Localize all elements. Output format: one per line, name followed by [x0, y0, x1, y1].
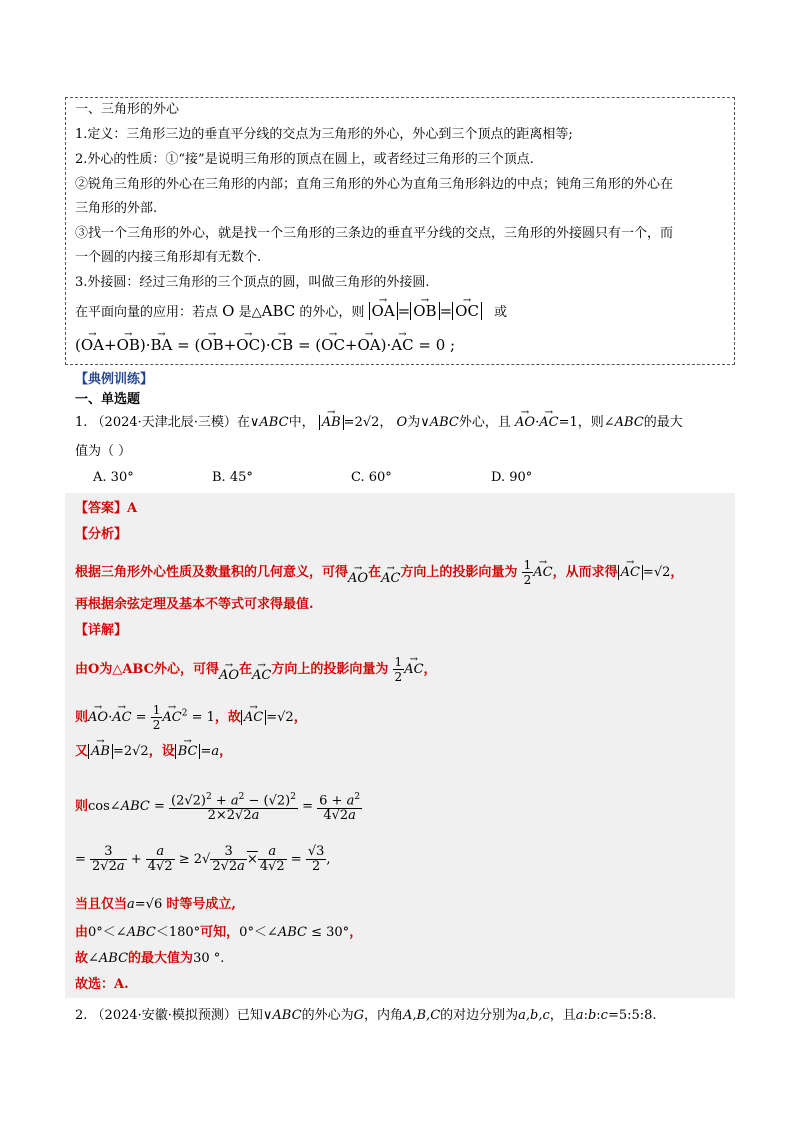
vector-text: 或 — [494, 305, 508, 320]
vector-text: ABC — [261, 302, 296, 320]
circumcircle-line: 3.外接圆：经过三角形的三个顶点的圆，叫做三角形的外接圆. — [75, 275, 430, 290]
detail-head: 【详解】 — [75, 623, 128, 638]
question-1-line-2: 值为（ ） — [75, 444, 132, 459]
question-number: 1. — [75, 415, 88, 430]
question-text: 的最大 — [643, 415, 683, 430]
option-d: D. 90° — [491, 470, 533, 485]
question-text: ，则 — [577, 415, 604, 430]
dot-product-formula: (→ OA+→ OB)·→ BA = (→ OB+→ OC)·→ CB = (→ OC+→ OA)·→ AC = 0 ; — [75, 336, 455, 354]
property-line-4: ③找一个三角形的外心，就是找一个三角形的三条边的垂直平分线的交点，三角形的外接圆只有一个，而 — [75, 226, 674, 241]
property-line-3: 三角形的外部. — [75, 201, 158, 216]
question-text: 中， — [288, 415, 315, 430]
detail-line-5: = $\frac{3}{2√2a}$ + $\frac{a}{4√2}$ ≥ 2√ $\frac{3}{2√2a}$ × $\frac{a}{4√2}$ = $\frac{√3}{2}$ , — [75, 844, 331, 874]
question-text: 为 — [407, 415, 421, 430]
question-number: 2. — [75, 1008, 88, 1023]
detail-line-6: 当且仅当a=√6 时等号成立, — [75, 897, 236, 912]
detail-line-3: 又→ AB =2√2，设→ BC =a， — [75, 743, 232, 761]
analysis-head: 【分析】 — [75, 527, 128, 542]
property-line-1: 2.外心的性质：①“接”是说明三角形的顶点在圆上，或者经过三角形的三个顶点. — [75, 152, 534, 167]
analysis-line-2: 再根据余弦定理及基本不等式可求得最值. — [75, 597, 314, 612]
detail-line-9: 故选：A. — [75, 977, 129, 992]
detail-line-7: 由0°＜∠ABC＜180°可知，0°＜∠ABC ≤ 30°， — [75, 925, 363, 940]
option-a: A. 30° — [93, 470, 134, 485]
section-tag: 【典例训练】 — [75, 372, 154, 387]
question-1-line-1: 1. （2024·天津北辰·三模）在∨ABC中， → AB =2√2， O为∨ABC外心，且 → AO·→ AC=1，则∠ABC的最大 — [75, 414, 683, 432]
detail-line-1: 由O为△ABC外心，可得→ AO在→ AC方向上的投影向量为 $\frac{1}{2}$ → AC， — [75, 655, 437, 684]
analysis-line-1: 根据三角形外心性质及数量积的几何意义，可得→ AO在→ AC方向上的投影向量为 $\frac{1}{2}$ → AC，从而求得→ AC =√2， — [75, 558, 683, 587]
question-2-line-1: 2. （2024·安徽·模拟预测）已知∨ABC的外心为G，内角A,B,C的对边分别为a,b,c，且a:b:c=5:5:8. — [75, 1008, 657, 1023]
vector-text: 的外心，则 — [299, 305, 365, 320]
definition-line: 1.定义：三角形三边的垂直平分线的交点为三角形的外心，外心到三个顶点的距离相等; — [75, 127, 573, 142]
vector-text: 是△ — [238, 305, 262, 320]
vector-text: O — [222, 302, 235, 320]
property-line-2: ②锐角三角形的外心在三角形的内部；直角三角形的外心为直角三角形斜边的中点；钝角三角形的外心在 — [75, 177, 674, 192]
question-text: 外心，且 — [458, 415, 511, 430]
option-c: C. 60° — [351, 470, 392, 485]
formula-end: = 0 ; — [418, 336, 456, 354]
question-text: （2024·天津北辰·三模）在 — [91, 415, 250, 430]
detail-line-2: 则→ AO·→ AC = $\frac{1}{2}$ → $AC^2 = 1$，故→ AC =√2， — [75, 703, 307, 732]
option-b: B. 45° — [212, 470, 253, 485]
vector-application-line — [75, 302, 507, 322]
answer-label: 【答案】A — [75, 501, 138, 516]
vector-text: 在平面向量的应用：若点 — [75, 305, 219, 320]
section-type: 一、单选题 — [75, 392, 141, 407]
box-title: 一、三角形的外心 — [75, 102, 180, 117]
property-line-5: 一个圆的内接三角形却有无数个. — [75, 250, 262, 265]
equal-magnitude-formula: → OA =→ OB =→ OC — [369, 302, 482, 320]
detail-line-4: 则cos∠ABC = $\frac{(2√2)^2 + a^2 - (√2)^2}{2\times 2√2a}$ = $\frac{6 + a^2}{4√2a}$ — [75, 792, 361, 824]
detail-line-8: 故∠ABC的最大值为30 °. — [75, 951, 225, 966]
